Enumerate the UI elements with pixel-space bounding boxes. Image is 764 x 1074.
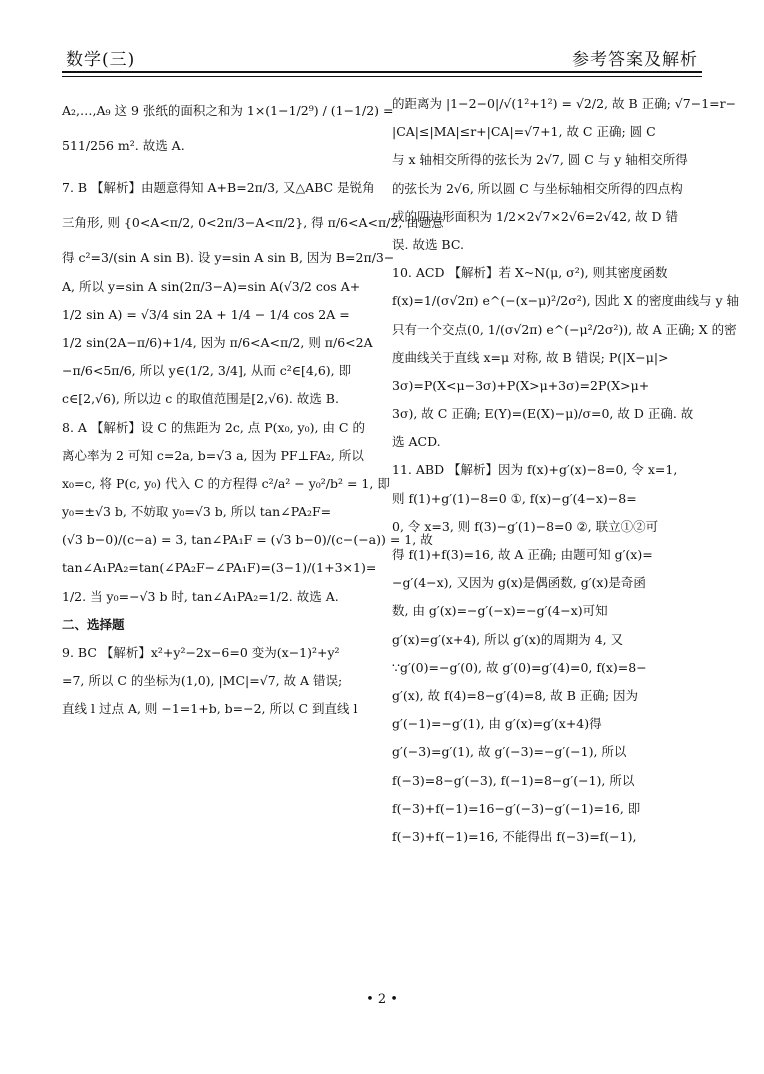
text-line: 11. ABD 【解析】因为 f(x)+g′(x)−8=0, 令 x=1, bbox=[392, 462, 678, 478]
text-line: |CA|≤|MA|≤r+|CA|=√7+1, 故 C 正确; 圆 C bbox=[392, 124, 656, 140]
text-line: 511/256 m². 故选 A. bbox=[62, 138, 185, 153]
text-line: 数, 由 g′(x)=−g′(−x)=−g′(4−x)可知 bbox=[392, 603, 608, 619]
text-line: 三角形, 则 {0<A<π/2, 0<2π/3−A<π/2}, 得 π/6<A<π/2, 由题意 bbox=[62, 215, 444, 231]
text-line: c∈[2,√6), 所以边 c 的取值范围是[2,√6). 故选 B. bbox=[62, 391, 339, 407]
text-line: A₂,…,A₉ 这 9 张纸的面积之和为 1×(1−1/2⁹) / (1−1/2) = bbox=[62, 103, 394, 118]
text-line: −π/6<5π/6, 所以 y∈(1/2, 3/4], 从而 c²∈[4,6), 即 bbox=[62, 363, 352, 379]
text-line: g′(−3)=g′(1), 故 g′(−3)=−g′(−1), 所以 bbox=[392, 744, 627, 760]
header-rule-thick bbox=[62, 71, 702, 73]
header-rule-thin bbox=[62, 76, 702, 77]
text-line bbox=[392, 851, 710, 879]
text-line: 10. ACD 【解析】若 X~N(μ, σ²), 则其密度函数 bbox=[392, 265, 668, 281]
right-column bbox=[392, 90, 739, 879]
text-line: y₀=±√3 b, 不妨取 y₀=√3 b, 所以 tan∠PA₂F= bbox=[62, 504, 332, 520]
text-line: f(−3)+f(−1)=16−g′(−3)−g′(−1)=16, 即 bbox=[392, 800, 641, 816]
header-subject: 数学(三) bbox=[66, 50, 136, 70]
text-line: 选 ACD. bbox=[392, 434, 441, 450]
text-line: A, 所以 y=sin A sin(2π/3−A)=sin A(√3/2 cos A+ bbox=[62, 278, 361, 294]
text-line: 的距离为 |1−2−0|/√(1²+1²) = √2/2, 故 B 正确; √7−1=r− bbox=[392, 96, 737, 111]
text-line: f(x)=1/(σ√2π) e^(−(x−μ)²/2σ²), 因此 X 的密度曲线与 y 轴 bbox=[392, 293, 739, 309]
text-line: 与 x 轴相交所得的弦长为 2√7, 圆 C 与 y 轴相交所得 bbox=[392, 152, 688, 168]
text-line: 直线 l 过点 A, 则 −1=1+b, b=−2, 所以 C 到直线 l bbox=[62, 701, 358, 717]
text-line: 只有一个交点(0, 1/(σ√2π) e^(−μ²/2σ²)), 故 A 正确; X 的密 bbox=[392, 321, 737, 337]
text-line: 1/2 sin A) = √3/4 sin 2A + 1/4 − 1/4 cos 2A = bbox=[62, 306, 350, 322]
text-line: f(−3)=8−g′(−3), f(−1)=8−g′(−1), 所以 bbox=[392, 772, 635, 788]
text-line: x₀=c, 将 P(c, y₀) 代入 C 的方程得 c²/a² − y₀²/b² = 1, 即 bbox=[62, 475, 390, 491]
text-line: 3σ)=P(X<μ−3σ)+P(X>μ+3σ)=2P(X>μ+ bbox=[392, 377, 650, 393]
text-line: 0, 令 x=3, 则 f(3)−g′(1)−8=0 ②, 联立①②可 bbox=[392, 518, 659, 534]
text-line: (√3 b−0)/(c−a) = 3, tan∠PA₁F = (√3 b−0)/(c−(−a)) = 1, 故 bbox=[62, 532, 433, 548]
text-line: 的弦长为 2√6, 所以圆 C 与坐标轴相交所得的四点构 bbox=[392, 180, 683, 196]
text-line: 1/2 sin(2A−π/6)+1/4, 因为 π/6<A<π/2, 则 π/6<2A bbox=[62, 334, 373, 350]
text-line: 离心率为 2 可知 c=2a, b=√3 a, 因为 PF⊥FA₂, 所以 bbox=[62, 447, 364, 463]
text-line: −g′(4−x), 又因为 g(x)是偶函数, g′(x)是奇函 bbox=[392, 575, 646, 591]
text-line: 7. B 【解析】由题意得知 A+B=2π/3, 又△ABC 是锐角 bbox=[62, 180, 375, 196]
text-line: g′(x), 故 f(4)=8−g′(4)=8, 故 B 正确; 因为 bbox=[392, 687, 639, 703]
text-line: g′(x)=g′(x+4), 所以 g′(x)的周期为 4, 又 bbox=[392, 631, 624, 647]
page-number: • 2 • bbox=[366, 992, 398, 1007]
text-line: 1/2. 当 y₀=−√3 b 时, tan∠A₁PA₂=1/2. 故选 A. bbox=[62, 588, 339, 604]
text-line: =7, 所以 C 的坐标为(1,0), |MC|=√7, 故 A 错误; bbox=[62, 673, 343, 689]
text-line: 3σ), 故 C 正确; E(Y)=(E(X)−μ)/σ=0, 故 D 正确. 故 bbox=[392, 406, 694, 422]
text-line: 8. A 【解析】设 C 的焦距为 2c, 点 P(x₀, y₀), 由 C 的 bbox=[62, 419, 365, 435]
text-line: 度曲线关于直线 x=μ 对称, 故 B 错误; P(|X−μ|> bbox=[392, 349, 669, 365]
text-line: tan∠A₁PA₂=tan(∠PA₂F−∠PA₁F)=(3−1)/(1+3×1)= bbox=[62, 560, 377, 576]
text-line: 误. 故选 BC. bbox=[392, 236, 464, 252]
text-line: 9. BC 【解析】x²+y²−2x−6=0 变为(x−1)²+y² bbox=[62, 645, 340, 660]
text-line: ∵g′(0)=−g′(0), 故 g′(0)=g′(4)=0, f(x)=8− bbox=[392, 659, 647, 675]
text-line: f(−3)+f(−1)=16, 不能得出 f(−3)=f(−1), bbox=[392, 828, 637, 844]
text-line: 成的四边形面积为 1/2×2√7×2√6=2√42, 故 D 错 bbox=[392, 208, 678, 224]
section-heading: 二、选择题 bbox=[62, 616, 125, 632]
text-line: g′(−1)=−g′(1), 由 g′(x)=g′(x+4)得 bbox=[392, 716, 602, 732]
text-line: 得 c²=3/(sin A sin B). 设 y=sin A sin B, 因为 B=2π/3− bbox=[62, 250, 395, 266]
text-line: 得 f(1)+f(3)=16, 故 A 正确; 由题可知 g′(x)= bbox=[392, 547, 653, 562]
text-line: 则 f(1)+g′(1)−8=0 ①, f(x)−g′(4−x)−8= bbox=[392, 490, 637, 506]
header-section-title: 参考答案及解析 bbox=[572, 50, 698, 70]
